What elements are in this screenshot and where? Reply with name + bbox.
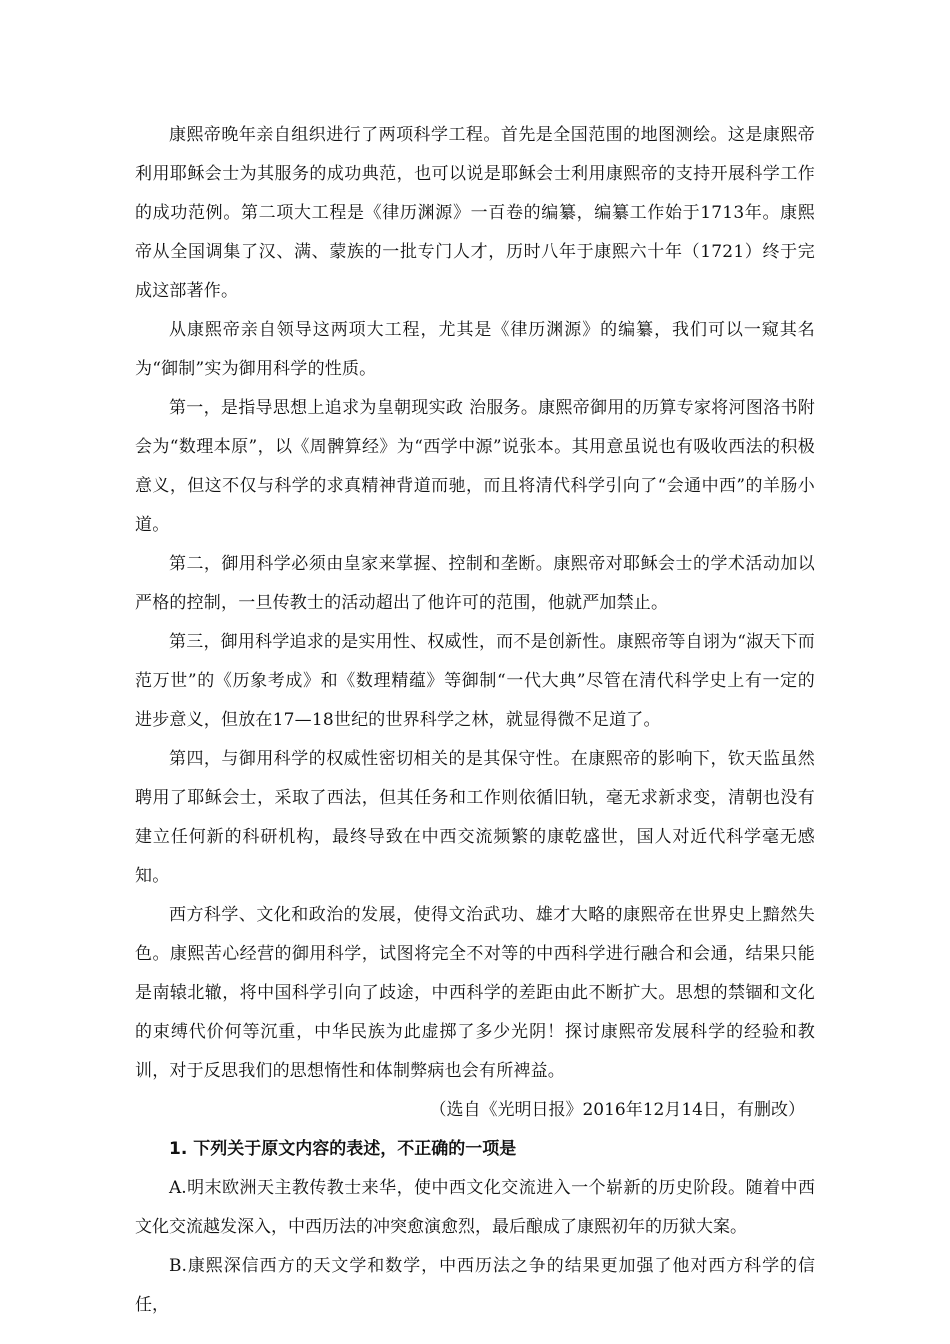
question-title: 1. 下列关于原文内容的表述，不正确的一项是 xyxy=(169,1139,517,1159)
paragraph-6: 第四，与御用科学的权威性密切相关的是其保守性。在康熙帝的影响下，钦天监虽然聘用了耶稣会士，采取了西法，但其任务和工作则依循旧轨，毫无求新求变，清朝也没有建立任何新的科研机构，最终导致在中西交流频繁的康乾盛世，国人对近代科学毫无感知。 xyxy=(135,749,815,886)
paragraph-5: 第三，御用科学追求的是实用性、权威性，而不是创新性。康熙帝等自诩为“淑天下而范万世”的《历象考成》和《数理精蕴》等御制“一代大典”尽管在清代科学史上有一定的进步意义，但放在17—18世纪的世界科学之林，就显得微不足道了。 xyxy=(135,632,815,730)
paragraph-3: 第一，是指导思想上追求为皇朝现实政 治服务。康熙帝御用的历算专家将河图洛书附会为“数理本原”，以《周髀算经》为“西学中源”说张本。其用意虽说也有吸收西法的积极意义，但这不仅与科学的求真精神背道而驰，而且将清代科学引向了“会通中西”的羊肠小道。 xyxy=(135,398,815,535)
option-a: A.明末欧洲天主教传教士来华，使中西文化交流进入一个崭新的历史阶段。随着中西文化交流越发深入，中西历法的冲突愈演愈烈，最后酿成了康熙初年的历狱大案。 xyxy=(135,1178,815,1237)
paragraph-1: 康熙帝晚年亲自组织进行了两项科学工程。首先是全国范围的地图测绘。这是康熙帝利用耶稣会士为其服务的成功典范，也可以说是耶稣会士利用康熙帝的支持开展科学工作的成功范例。第二项大工程是《律历渊源》一百卷的编纂，编纂工作始于1713年。康熙帝从全国调集了汉、满、蒙族的一批专门人才，历时八年于康熙六十年（1721）终于完成这部著作。 xyxy=(135,125,815,301)
option-b: B.康熙深信西方的天文学和数学，中西历法之争的结果更加强了他对西方科学的信任， xyxy=(135,1256,815,1315)
article-body xyxy=(135,116,815,1325)
paragraph-2: 从康熙帝亲自领导这两项大工程，尤其是《律历渊源》的编纂，我们可以一窥其名为“御制”实为御用科学的性质。 xyxy=(135,320,815,379)
source-citation: （选自《光明日报》2016年12月14日，有删改） xyxy=(429,1100,805,1120)
paragraph-7: 西方科学、文化和政治的发展，使得文治武功、雄才大略的康熙帝在世界史上黯然失色。康熙苦心经营的御用科学，试图将完全不对等的中西科学进行融合和会通，结果只能是南辕北辙，将中国科学引向了歧途，中西科学的差距由此不断扩大。思想的禁锢和文化的束缚代价何等沉重，中华民族为此虚掷了多少光阴！探讨康熙帝发展科学的经验和教训，对于反思我们的思想惰性和体制弊病也会有所裨益。 xyxy=(135,905,815,1081)
paragraph-4: 第二，御用科学必须由皇家来掌握、控制和垄断。康熙帝对耶稣会士的学术活动加以严格的控制，一旦传教士的活动超出了他许可的范围，他就严加禁止。 xyxy=(135,554,815,613)
